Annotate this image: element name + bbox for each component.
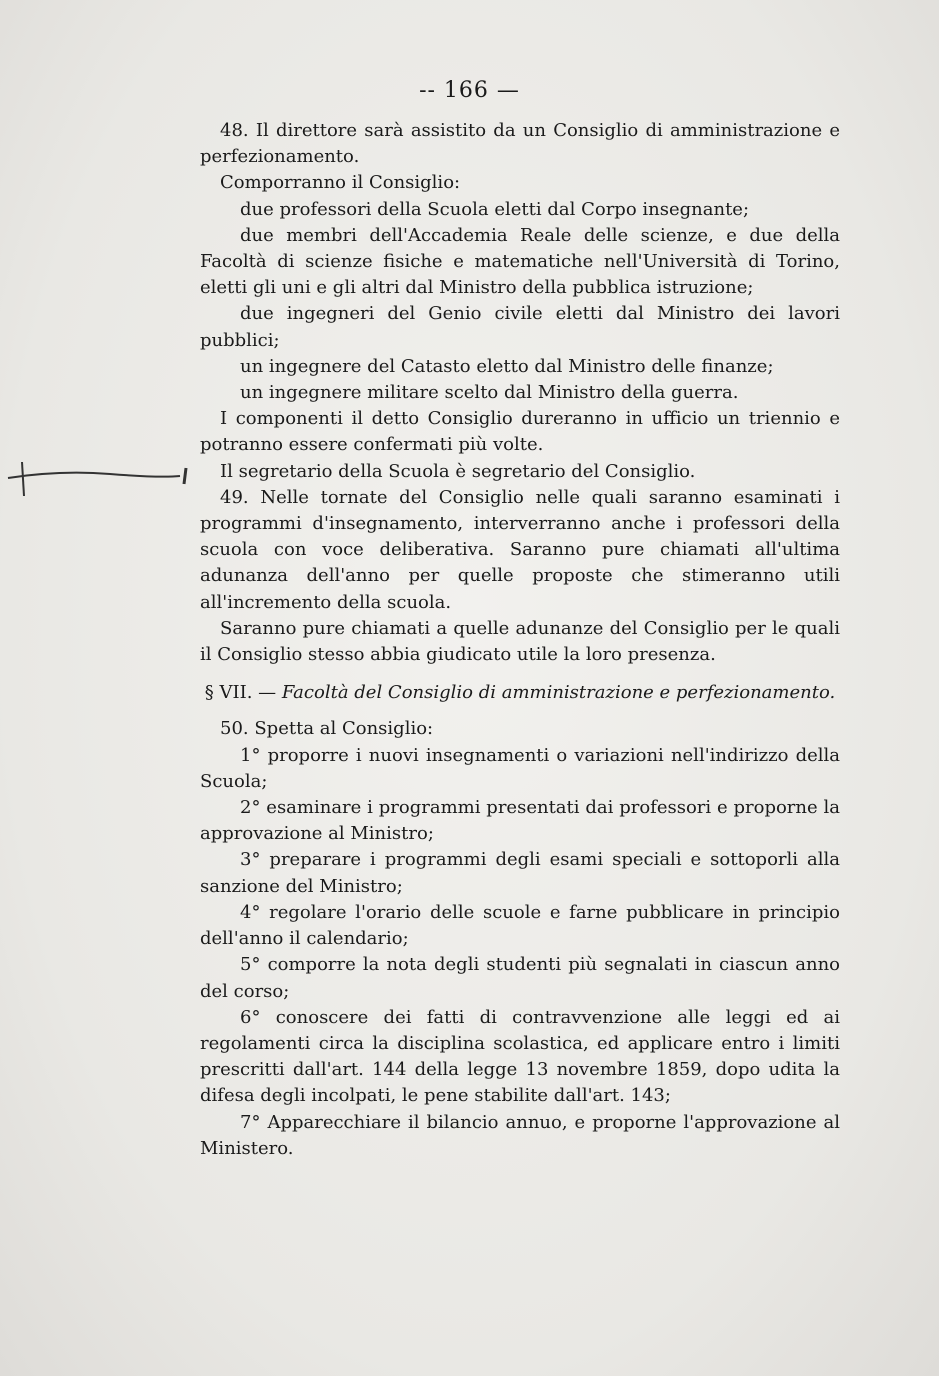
paragraph: Saranno pure chiamati a quelle adunanze del Consiglio per le quali il Consiglio stesso abbia giudicato utile la loro presenza. xyxy=(200,617,840,666)
handwritten-margin-line xyxy=(0,450,195,500)
list-item: due membri dell'Accademia Reale delle scienze, e due della Facoltà di scienze fisiche e matematiche nell'Università di Torino, eletti gli uni e gli altri dal Ministro della pubblica istruzione; xyxy=(200,224,840,299)
list-item: 4° regolare l'orario delle scuole e farne pubblicare in principio dell'anno il calendario; xyxy=(200,901,840,950)
list-item: due ingegneri del Genio civile eletti dal Ministro dei lavori pubblici; xyxy=(200,303,840,351)
article-50: 50. Spetta al Consiglio: xyxy=(220,718,434,740)
article-49: 49. Nelle tornate del Consiglio nelle quali saranno esaminati i programmi d'insegnamento, interverranno anche i professori della scuola con voce deliberativa. Saranno pure chiamati all'ultima adunanza dell'anno per quelle proposte che stimeranno utili all'incremento della scuola. xyxy=(200,486,840,613)
page-number: -- 166 — xyxy=(419,78,520,103)
list-item: un ingegnere militare scelto dal Ministro della guerra. xyxy=(240,382,739,404)
paragraph: Il segretario della Scuola è segretario del Consiglio. xyxy=(220,460,696,482)
list-item: due professori della Scuola eletti dal Corpo insegnante; xyxy=(240,198,750,220)
list-item: 2° esaminare i programmi presentati dai professori e proporne la approvazione al Ministro; xyxy=(200,797,840,845)
list-item: 1° proporre i nuovi insegnamenti o variazioni nell'indirizzo della Scuola; xyxy=(200,744,840,792)
list-item: 5° comporre la nota degli studenti più segnalati in ciascun anno del corso; xyxy=(200,954,840,1002)
body-text xyxy=(200,118,840,1162)
paragraph: I componenti il detto Consiglio dureranno in ufficio un triennio e potranno essere confermati più volte. xyxy=(200,408,840,456)
paragraph: Comporranno il Consiglio: xyxy=(220,172,461,194)
section-heading xyxy=(200,680,840,706)
list-item: 3° preparare i programmi degli esami speciali e sottoporli alla sanzione del Ministro; xyxy=(200,849,840,897)
list-item: 6° conoscere dei fatti di contravvenzione alle leggi ed ai regolamenti circa la disciplina scolastica, ed applicare entro i limiti prescritti dall'art. 144 della legge 13 novembre 1859, dopo udita la difesa degli incolpati, le pene stabilite dall'art. 143; xyxy=(200,1006,840,1107)
list-item: 7° Apparecchiare il bilancio annuo, e proporne l'approvazione al Ministero. xyxy=(200,1111,840,1159)
section-prefix: § VII. — xyxy=(204,682,277,704)
list-item: un ingegnere del Catasto eletto dal Ministro delle finanze; xyxy=(240,355,774,377)
section-title: Facoltà del Consiglio di amministrazione e perfezionamento. xyxy=(281,682,836,704)
article-48: 48. Il direttore sarà assistito da un Consiglio di amministrazione e perfezionamento. xyxy=(200,120,840,168)
